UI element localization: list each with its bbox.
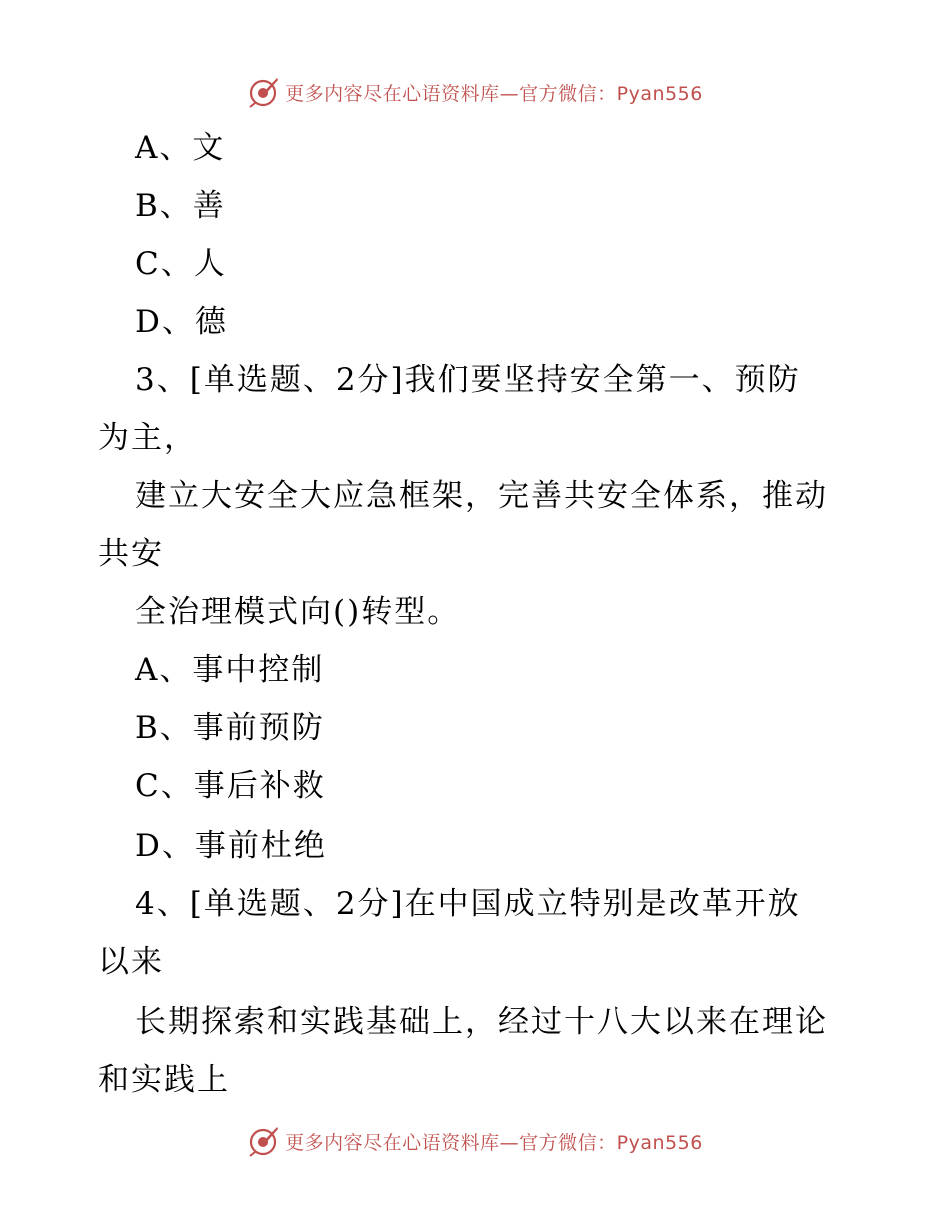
watermark-text: 更多内容尽在心语资料库—官方微信：Pyan556 [285, 1131, 703, 1154]
question-3-line-2: 为主， [98, 420, 197, 456]
header-watermark [0, 72, 950, 112]
question-3-line-4: 共安 [98, 536, 164, 572]
question-3-option-a: A、事中控制 [135, 652, 325, 688]
quill-logo-icon [247, 1124, 281, 1158]
question-3-line-3: 建立大安全大应急框架，完善共安全体系，推动 [135, 478, 828, 514]
question-4-line-3: 长期探索和实践基础上，经过十八大以来在理论 [135, 1004, 828, 1040]
question-3-line-1: 3、[单选题、2分]我们要坚持安全第一、预防 [135, 362, 801, 398]
question-3-option-b: B、事前预防 [135, 710, 325, 746]
question-3-option-c: C、事后补救 [135, 768, 326, 804]
option-c-line: C、人 [135, 246, 227, 282]
question-4-line-2: 以来 [98, 944, 164, 980]
footer-watermark [0, 1121, 950, 1161]
question-4-line-4: 和实践上 [98, 1062, 230, 1098]
question-3-line-5: 全治理模式向()转型。 [135, 594, 461, 630]
option-d-line: D、德 [135, 304, 228, 340]
quill-logo-icon [247, 75, 281, 109]
question-4-line-1: 4、[单选题、2分]在中国成立特别是改革开放 [135, 886, 801, 922]
question-3-option-d: D、事前杜绝 [135, 828, 327, 864]
option-a-line: A、文 [135, 130, 226, 166]
option-b-line: B、善 [135, 188, 226, 224]
watermark-text: 更多内容尽在心语资料库—官方微信：Pyan556 [285, 82, 703, 105]
